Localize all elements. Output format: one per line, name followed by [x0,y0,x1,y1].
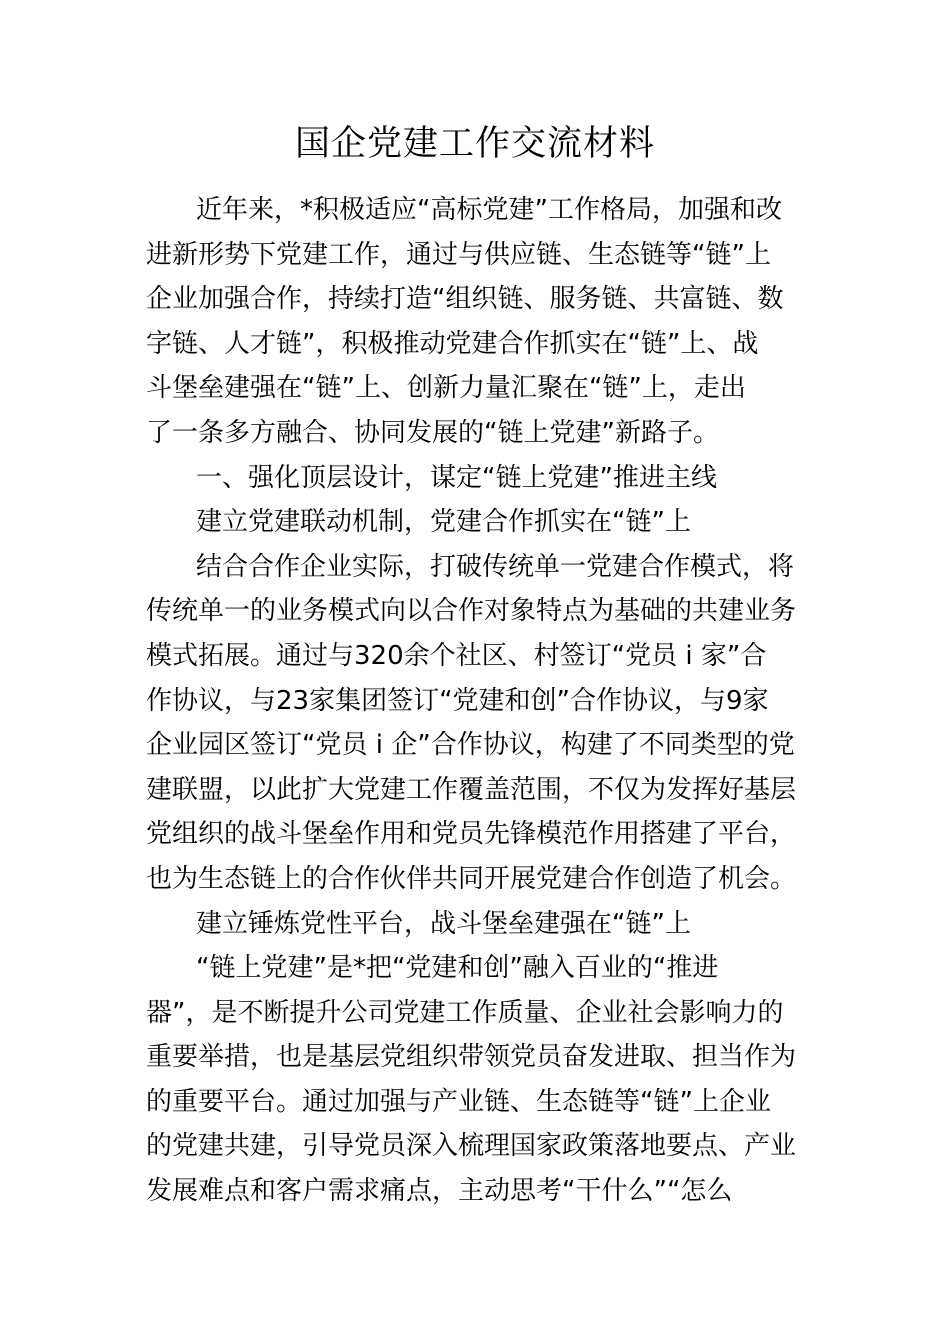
text-line: 建立党建联动机制，党建合作抓实在“链”上 [196,507,691,538]
text-line: 器”，是不断提升公司党建工作质量、企业社会影响力的 [146,997,784,1028]
text-line: 模式拓展。通过与320余个社区、村签订“党员 i 家”合 [146,640,767,671]
text-line: 重要举措，也是基层党组织带领党员奋发进取、担当作为 [146,1042,797,1073]
text-line: “链上党建”是*把“党建和创”融入百业的“推进 [196,953,719,984]
text-line: 党组织的战斗堡垒作用和党员先锋模范作用搭建了平台， [146,819,797,850]
text-line: 结合合作企业实际，打破传统单一党建合作模式，将 [196,551,795,582]
text-line: 建立锤炼党性平台，战斗堡垒建强在“链”上 [196,908,691,939]
text-line: 作协议，与23家集团签订“党建和创”合作协议，与9家 [146,685,769,716]
text-line: 建联盟，以此扩大党建工作覆盖范围，不仅为发挥好基层 [146,774,797,805]
text-line: 传统单一的业务模式向以合作对象特点为基础的共建业务 [146,596,797,627]
text-line: 斗堡垒建强在“链”上、创新力量汇聚在“链”上，走出 [146,373,746,404]
document-body [146,188,806,1214]
text-line: 字链、人才链”，积极推动党建合作抓实在“链”上、战 [146,328,759,359]
text-line: 企业加强合作，持续打造“组织链、服务链、共富链、数 [146,284,784,315]
text-line: 的党建共建，引导党员深入梳理国家政策落地要点、产业 [146,1131,797,1162]
text-line: 也为生态链上的合作伙伴共同开展党建合作创造了机会。 [146,863,797,894]
text-line: 进新形势下党建工作，通过与供应链、生态链等“链”上 [146,239,771,270]
document-title: 国企党建工作交流材料 [294,124,655,164]
text-line: 发展难点和客户需求痛点，主动思考“干什么”“怎么 [146,1176,733,1207]
text-line: 近年来，*积极适应“高标党建”工作格局，加强和改 [196,195,782,225]
text-line: 了一条多方融合、协同发展的“链上党建”新路子。 [146,417,719,448]
text-line: 的重要平台。通过加强与产业链、生态链等“链”上企业 [146,1086,771,1117]
text-line: 一、强化顶层设计，谋定“链上党建”推进主线 [196,462,717,493]
text-line: 企业园区签订“党员 i 企”合作协议，构建了不同类型的党 [146,730,795,761]
